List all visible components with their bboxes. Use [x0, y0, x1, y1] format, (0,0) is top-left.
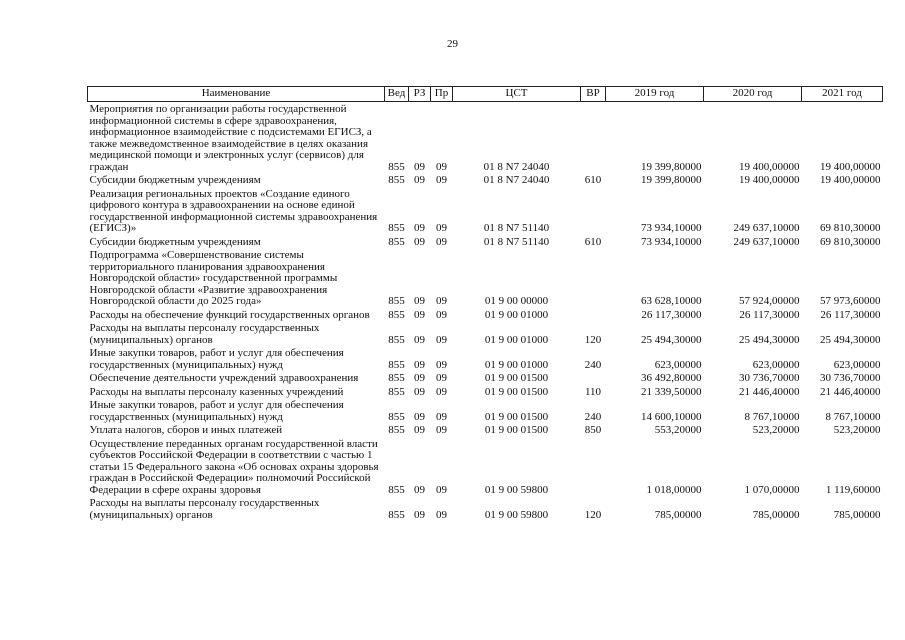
row-rz: 09: [414, 160, 425, 173]
row-ved: 855: [388, 308, 405, 321]
row-ved: 855: [388, 160, 405, 173]
row-vr: 240: [584, 358, 602, 371]
row-amount-2019: 19 399,80000: [641, 174, 702, 186]
row-rz: 09: [414, 295, 425, 307]
row-amount-2019: 21 339,50000: [641, 385, 702, 398]
row-pr: 09: [436, 160, 447, 173]
row-ved: 855: [388, 508, 405, 521]
row-pr: 09: [436, 385, 447, 398]
row-amount-2020: 785,00000: [752, 508, 800, 521]
header-cst: ЦСТ: [453, 87, 581, 102]
row-amount-2019: 623,00000: [654, 358, 702, 371]
budget-table: [87, 86, 883, 521]
header-rz: РЗ: [409, 87, 431, 102]
table-row: [88, 437, 883, 497]
row-amount-2019: 785,00000: [654, 508, 702, 521]
table-row: [88, 398, 883, 423]
row-pr: 09: [436, 483, 447, 496]
table-row: [88, 371, 883, 385]
row-ved: 855: [388, 235, 405, 248]
row-amount-2019: 553,20000: [654, 424, 702, 436]
header-2021: 2021 год: [802, 87, 883, 102]
row-name: Расходы на обеспечение функций государственных органов: [89, 308, 370, 321]
row-cst: 01 8 N7 24040: [483, 160, 550, 173]
row-amount-2021: 1 119,60000: [825, 483, 881, 496]
page-number: 29: [447, 38, 458, 50]
row-amount-2020: 623,00000: [752, 358, 800, 371]
table-row: [88, 102, 883, 174]
row-amount-2020: 19 400,00000: [739, 160, 800, 173]
row-amount-2019: 36 492,80000: [641, 372, 702, 384]
row-name: Расходы на выплаты персоналу казенных учреждений: [89, 385, 344, 398]
row-amount-2021: 19 400,00000: [820, 174, 881, 186]
row-rz: 09: [414, 483, 425, 496]
row-pr: 09: [436, 424, 447, 436]
row-amount-2020: 25 494,30000: [739, 333, 800, 346]
row-cst: 01 9 00 01000: [484, 358, 549, 371]
row-cst: 01 9 00 59800: [484, 483, 549, 496]
row-amount-2021: 69 810,30000: [820, 222, 881, 234]
row-vr: 120: [584, 508, 602, 521]
row-amount-2021: 785,00000: [833, 508, 881, 521]
row-cst: 01 8 N7 51140: [483, 222, 550, 234]
row-amount-2020: 26 117,30000: [739, 308, 800, 321]
row-amount-2020: 21 446,40000: [739, 385, 800, 398]
row-amount-2019: 1 018,00000: [646, 483, 702, 496]
row-amount-2019: 63 628,10000: [641, 295, 702, 307]
row-vr: [581, 248, 606, 308]
row-vr: 110: [584, 385, 602, 398]
row-amount-2019: 73 934,10000: [641, 235, 702, 248]
row-name: Обеспечение деятельности учреждений здравоохранения: [89, 372, 359, 384]
row-amount-2020: 57 924,00000: [739, 295, 800, 307]
row-rz: 09: [414, 333, 425, 346]
row-amount-2020: 1 070,00000: [744, 483, 800, 496]
row-rz: 09: [414, 174, 425, 186]
table-row: [88, 385, 883, 399]
row-amount-2020: 19 400,00000: [739, 174, 800, 186]
row-pr: 09: [436, 222, 447, 234]
row-cst: 01 9 00 59800: [484, 508, 549, 521]
table-row: [88, 321, 883, 346]
row-rz: 09: [414, 358, 425, 371]
row-cst: 01 9 00 01500: [484, 385, 549, 398]
header-vr: ВР: [581, 87, 606, 102]
row-cst: 01 8 N7 51140: [483, 235, 550, 248]
row-amount-2019: 25 494,30000: [641, 333, 702, 346]
row-name: Иные закупки товаров, работ и услуг для обеспечения государственных (муниципальных) нужд: [89, 399, 344, 423]
row-vr: 240: [584, 410, 602, 423]
row-ved: 855: [388, 424, 405, 436]
row-vr: 850: [584, 424, 602, 436]
row-pr: 09: [436, 508, 447, 521]
row-name: Реализация региональных проектов «Создание единого цифрового контура в здравоохранении на основе единой государственной информационной системы здравоохранения (ЕГИСЗ)»: [89, 187, 378, 234]
row-name: Иные закупки товаров, работ и услуг для обеспечения государственных (муниципальных) нужд: [89, 347, 344, 371]
row-rz: 09: [414, 385, 425, 398]
header-ved: Вед: [385, 87, 409, 102]
row-cst: 01 9 00 00000: [484, 295, 549, 307]
row-amount-2021: 57 973,60000: [820, 295, 881, 307]
table-row: [88, 235, 883, 249]
row-pr: 09: [436, 358, 447, 371]
row-name: Субсидии бюджетным учреждениям: [89, 174, 261, 186]
header-pr: Пр: [431, 87, 453, 102]
row-vr: [581, 437, 606, 497]
row-pr: 09: [436, 372, 447, 384]
table-row: [88, 308, 883, 322]
row-rz: 09: [414, 372, 425, 384]
row-rz: 09: [414, 424, 425, 436]
table-header-row: [88, 87, 883, 102]
row-vr: [581, 371, 606, 385]
row-ved: 855: [388, 174, 405, 186]
header-2019: 2019 год: [606, 87, 704, 102]
row-pr: 09: [436, 235, 447, 248]
row-name: Подпрограмма «Совершенствование системы территориального планирования здравоохранения Новгородской области» государственной программы Новгородской области «Развитие здравоохранения Новгородской области до 2025 года»: [89, 249, 338, 307]
row-name: Уплата налогов, сборов и иных платежей: [89, 424, 283, 436]
row-cst: 01 8 N7 24040: [483, 174, 550, 186]
table-row: [88, 173, 883, 187]
row-pr: 09: [436, 410, 447, 423]
row-rz: 09: [414, 410, 425, 423]
row-amount-2019: 14 600,10000: [641, 410, 702, 423]
row-ved: 855: [388, 333, 405, 346]
row-rz: 09: [414, 235, 425, 248]
row-pr: 09: [436, 333, 447, 346]
row-amount-2021: 30 736,70000: [820, 372, 881, 384]
table-row: [88, 187, 883, 235]
row-amount-2020: 8 767,10000: [744, 410, 800, 423]
row-vr: [581, 308, 606, 322]
row-ved: 855: [388, 385, 405, 398]
row-cst: 01 9 00 01000: [484, 333, 549, 346]
table-row: [88, 248, 883, 308]
row-vr: [581, 102, 606, 174]
row-rz: 09: [414, 508, 425, 521]
row-ved: 855: [388, 372, 405, 384]
row-cst: 01 9 00 01000: [484, 308, 549, 321]
row-cst: 01 9 00 01500: [484, 372, 549, 384]
row-pr: 09: [436, 308, 447, 321]
row-ved: 855: [388, 410, 405, 423]
row-ved: 855: [388, 358, 405, 371]
row-amount-2021: 8 767,10000: [825, 410, 881, 423]
row-amount-2021: 19 400,00000: [820, 160, 881, 173]
row-cst: 01 9 00 01500: [484, 410, 549, 423]
row-amount-2021: 21 446,40000: [820, 385, 881, 398]
row-name: Мероприятия по организации работы государственной информационной системы в сфере здравоохранения, информационное взаимодействие с подсистемами ЕГИСЗ, а также межведомственное взаимодействие в целях оказания медицинской помощи и электронных услуг (сервисов) для граждан: [89, 103, 372, 173]
row-pr: 09: [436, 295, 447, 307]
header-name: Наименование: [88, 87, 385, 102]
row-ved: 855: [388, 295, 405, 307]
row-cst: 01 9 00 01500: [484, 424, 549, 436]
row-amount-2021: 623,00000: [833, 358, 881, 371]
row-name: Субсидии бюджетным учреждениям: [89, 235, 261, 248]
row-amount-2019: 73 934,10000: [641, 222, 702, 234]
row-vr: 610: [584, 174, 602, 186]
row-amount-2020: 249 637,10000: [733, 235, 800, 248]
row-amount-2019: 26 117,30000: [641, 308, 702, 321]
table-row: [88, 423, 883, 437]
row-amount-2020: 249 637,10000: [733, 222, 800, 234]
row-amount-2020: 523,20000: [752, 424, 800, 436]
row-ved: 855: [388, 222, 405, 234]
row-amount-2021: 523,20000: [833, 424, 881, 436]
row-amount-2020: 30 736,70000: [739, 372, 800, 384]
row-vr: 610: [584, 235, 602, 248]
row-rz: 09: [414, 222, 425, 234]
row-name: Расходы на выплаты персоналу государственных (муниципальных) органов: [89, 497, 320, 521]
row-ved: 855: [388, 483, 405, 496]
row-rz: 09: [414, 308, 425, 321]
row-amount-2019: 19 399,80000: [641, 160, 702, 173]
table-row: [88, 496, 883, 521]
row-vr: [581, 187, 606, 235]
row-amount-2021: 69 810,30000: [820, 235, 881, 248]
row-vr: 120: [584, 333, 602, 346]
table-body: [88, 102, 883, 522]
header-2020: 2020 год: [704, 87, 802, 102]
row-amount-2021: 25 494,30000: [820, 333, 881, 346]
row-name: Осуществление переданных органам государственной власти субъектов Российской Федерации в соответствии с частью 1 статьи 15 Федерального закона «Об основах охраны здоровья граждан в Российской Федерации» полномочий Российской Федерации в сфере охраны здоровья: [89, 437, 379, 496]
table-row: [88, 346, 883, 371]
row-name: Расходы на выплаты персоналу государственных (муниципальных) органов: [89, 322, 320, 346]
row-amount-2021: 26 117,30000: [820, 308, 881, 321]
row-pr: 09: [436, 174, 447, 186]
